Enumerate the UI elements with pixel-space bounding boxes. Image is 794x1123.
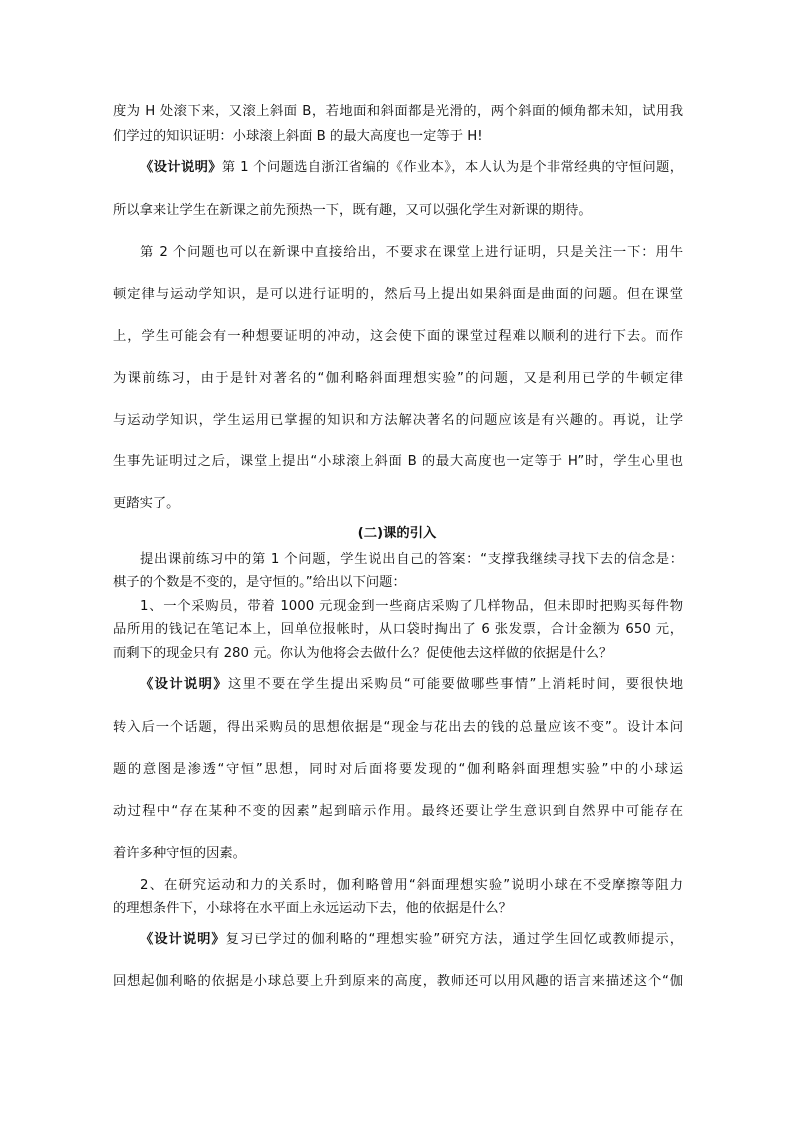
paragraph-line: 棋子的个数是不变的，是守恒的。”给出以下问题： — [113, 575, 406, 590]
paragraph-line: 回想起伽利略的依据是小球总要上升到原来的高度，教师还可以用风趣的语言来描述这个“伽 — [113, 974, 683, 989]
design-note-text: 这里不要在学生提出采购员“可能要做哪些事情”上消耗时间，要很快地 — [227, 677, 683, 692]
design-note-line — [140, 930, 683, 950]
paragraph-line: 顿定律与运动学知识，是可以进行证明的，然后马上提出如果斜面是曲面的问题。但在课堂 — [113, 287, 683, 302]
paragraph-line: 转入后一个话题，得出采购员的思想依据是“现金与花出去的钱的总量应该不变”。设计本问 — [113, 720, 683, 735]
paragraph-line: 着许多种守恒的因素。 — [113, 846, 246, 861]
paragraph-line: 与运动学知识，学生运用已掌握的知识和方法解决著名的问题应该是有兴趣的。再说，让学 — [113, 413, 683, 428]
design-note-label: 《设计说明》 — [140, 677, 228, 692]
paragraph-line: 为课前练习，由于是针对著名的“伽利略斜面理想实验”的问题，又是利用已学的牛顿定律 — [113, 371, 683, 386]
paragraph-line: 更踏实了。 — [113, 496, 180, 511]
paragraph-line: 提出课前练习中的第 1 个问题，学生说出自己的答案：“支撑我继续寻找下去的信念是： — [140, 552, 683, 567]
paragraph-line: 生事先证明过之后，课堂上提出“小球滚上斜面 B 的最大高度也一定等于 H”时，学生心里也 — [113, 454, 683, 469]
paragraph-line: 们学过的知识证明：小球滚上斜面 B 的最大高度也一定等于 H! — [113, 129, 483, 144]
design-note-label: 《设计说明》 — [140, 160, 222, 175]
design-note-line — [140, 675, 683, 695]
paragraph-line: 而剩下的现金只有 280 元。你认为他将会去做什么？促使他去这样做的依据是什么？ — [113, 646, 613, 661]
paragraph-line: 动过程中“存在某种不变的因素”起到暗示作用。最终还要让学生意识到自然界中可能存在 — [113, 804, 683, 819]
design-note-label: 《设计说明》 — [140, 932, 226, 947]
paragraph-line: 2、在研究运动和力的关系时，伽利略曾用“斜面理想实验”说明小球在不受摩擦等阻力 — [140, 878, 683, 893]
paragraph-line: 度为 H 处滚下来，又滚上斜面 B，若地面和斜面都是光滑的，两个斜面的倾角都未知，试用我 — [113, 104, 683, 119]
paragraph-line: 上，学生可能会有一种想要证明的冲动，这会使下面的课堂过程难以顺利的进行下去。而作 — [113, 329, 683, 344]
design-note-text: 第 1 个问题选自浙江省编的《作业本》，本人认为是个非常经典的守恒问题， — [221, 160, 683, 175]
paragraph-line: 品所用的钱记在笔记本上，回单位报帐时，从口袋时掏出了 6 张发票，合计金额为 650 元， — [113, 622, 683, 637]
paragraph-line: 的理想条件下，小球将在水平面上永远运动下去，他的依据是什么？ — [113, 901, 512, 916]
paragraph-line: 第 2 个问题也可以在新课中直接给出，不要求在课堂上进行证明，只是关注一下：用牛 — [140, 245, 683, 260]
design-note-text: 复习已学过的伽利略的“理想实验”研究方法，通过学生回忆或教师提示， — [225, 932, 683, 947]
paragraph-line: 题的意图是渗透“守恒”思想，同时对后面将要发现的“伽利略斜面理想实验”中的小球运 — [113, 762, 683, 777]
design-note-line — [140, 158, 683, 178]
section-title: (二)课的引入 — [357, 526, 437, 541]
paragraph-line: 所以拿来让学生在新课之前先预热一下，既有趣，又可以强化学生对新课的期待。 — [113, 203, 592, 218]
paragraph-line: 1、一个采购员，带着 1000 元现金到一些商店采购了几样物品，但未即时把购买每件物 — [140, 599, 683, 614]
